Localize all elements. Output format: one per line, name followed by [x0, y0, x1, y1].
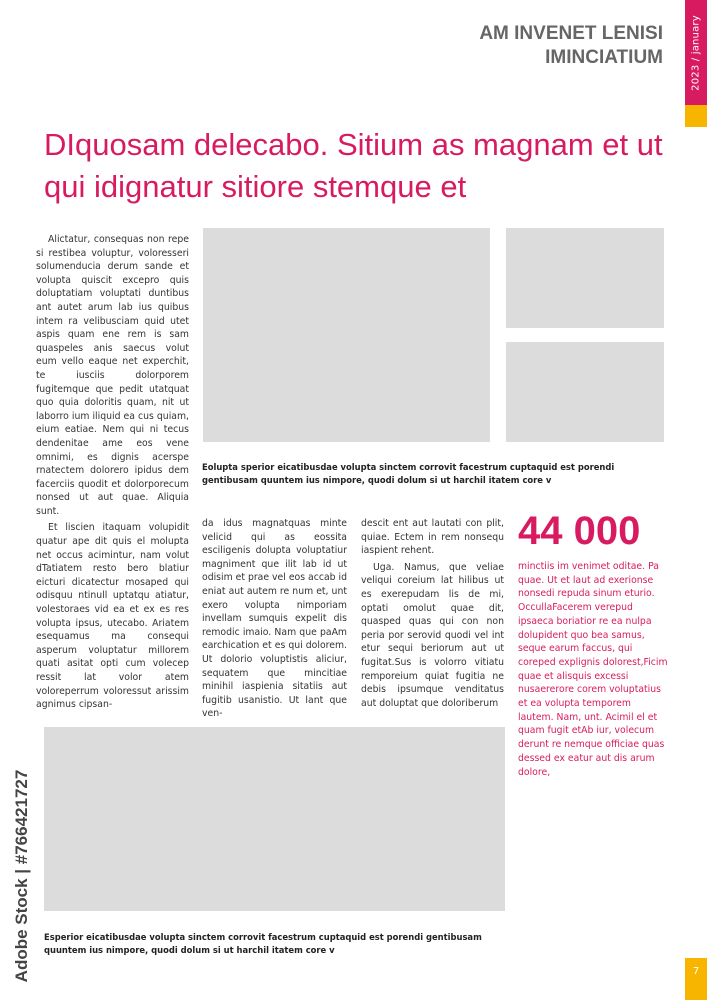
- stat-description: minctiis im venimet oditae. Pa quae. Ut et laut ad exerionse nonsedi repuda sinum eturio. OccullaFacerem verepud ipsaeca boriatior re ea nulpa dolupident quo bea samus, seque earum faccus, qui coreped explignis dolorest,Ficim quae et alisquis excessi nusaererore corem voluptatius et ea volupta temporem lautem. Nam, unt. Acimil el et quam fugit etAb iur, volecum derunt re nemque officiae quas dessed ex eatur aut dis arum dolore,: [518, 561, 668, 778]
- stock-watermark: [12, 766, 32, 986]
- sidebar-tab: [685, 0, 707, 105]
- section-title: [303, 22, 663, 70]
- sidebar-tab-highlight: [685, 105, 707, 127]
- article-paragraph: Alictatur, consequas non repe si restibea voluptur, voloresseri solumenducia derum sande et volupta quiscit excepro quis doluptatiam voluptati duntibus ant autet arum lab ius quibus intem ra velibusciam quid utet aspis quam ene rem is sam quaspeles anis saecus volut eum vello eaque net experchit, te iusciis dolorporem fugitemque que pedit utatquat quo quia doloritis quam, nit ut laborro ium iliquid ea cus quiam, eium eatiae. Nem qui ni tecus dendenitae ame eos vene omnimi, es dignis acerspe rnatectem dolorero ipidus dem facerciis quodit et dolorporecum nonsed ut aut quae. Aliquia sunt.: [36, 234, 189, 517]
- sidebar-tab-label: 2023 / january: [690, 14, 702, 91]
- article-column-left: [36, 233, 189, 713]
- image-caption-bottom: Esperior eicatibusdae volupta sinctem corrovit facestrum cuptaquid est porendi gentibusam quuntem ius nimpore, quodi dolum si ut harchil itatem core v: [44, 932, 482, 955]
- page-headline: DIquosam delecabo. Sitium as magnam et ut qui idignatur sitiore stemque et: [44, 127, 663, 204]
- article-paragraph: Et liscien itaquam volupidit quatur ape dit quis el molupta net occus acimintur, nam volut dTatiatem resto bero blatiur eicturi dicatectur mosaped qui odisquu ntinull uptatqu atiatur, volestoraes vid ea et ex es res volupta ipsus, utecabo. Ariatem esequamus ma consequi asperum voluptatur millorem quati asitat opti cum volecep ressit lat volor atem voloreperrum voloressut arissim agnimus cipsan-: [36, 522, 189, 711]
- page-number-tab: [685, 958, 707, 1000]
- article-column-middle: [202, 517, 347, 720]
- section-title-line-1: AM INVENET LENISI: [479, 23, 663, 44]
- article-paragraph: Uga. Namus, que veliae veliqui coreium lat hilibus ut es exerepudam lis de mi, optati omolut quae dit, quasped quas qui con non peria por serovid quodi vel int etur sequi beriorum aut ut fugitat.Sus is volorro vitiatu remporeium quiat fugitia ne debis ipsumque venditatus aut doluptat que doloriberum: [361, 561, 504, 709]
- stock-watermark-text: Adobe Stock | #766421727: [12, 769, 31, 983]
- image-placeholder-main: [203, 228, 490, 442]
- article-column-right: [361, 517, 504, 713]
- image-placeholder-top-right: [506, 228, 664, 328]
- article-paragraph: da idus magnatquas minte velicid qui as eossita esciligenis dolupta voluptatiur magniment que ilit lab id ut odisim et prae vel eos accab id eniat aut autem re num et, unt exero volupta nimporiam invellam sumquis expelit dis remodic imaio. Nam que paAm earchication et es qui dolorem. Ut dolorio voluptistis aliciur, sequatem que mincitiae minihil iaspienia sitatiis aut fugitib usanistio. Ut lant que ven-: [202, 518, 347, 720]
- stat-number: 44 000: [518, 509, 641, 553]
- article-paragraph: descit ent aut lautati con plit, quiae. Ectem in rem nonsequ iaspient rehent.: [361, 518, 504, 557]
- page-number: 7: [692, 966, 700, 977]
- image-caption-top: Eolupta sperior eicatibusdae volupta sinctem corrovit facestrum cuptaquid est porendi gentibusam quuntem ius nimpore, quodi dolum si ut harchil itatem core v: [202, 462, 615, 485]
- section-title-line-2: IMINCIATIUM: [545, 47, 663, 68]
- image-placeholder-bottom: [44, 727, 505, 911]
- image-placeholder-bottom-right: [506, 342, 664, 442]
